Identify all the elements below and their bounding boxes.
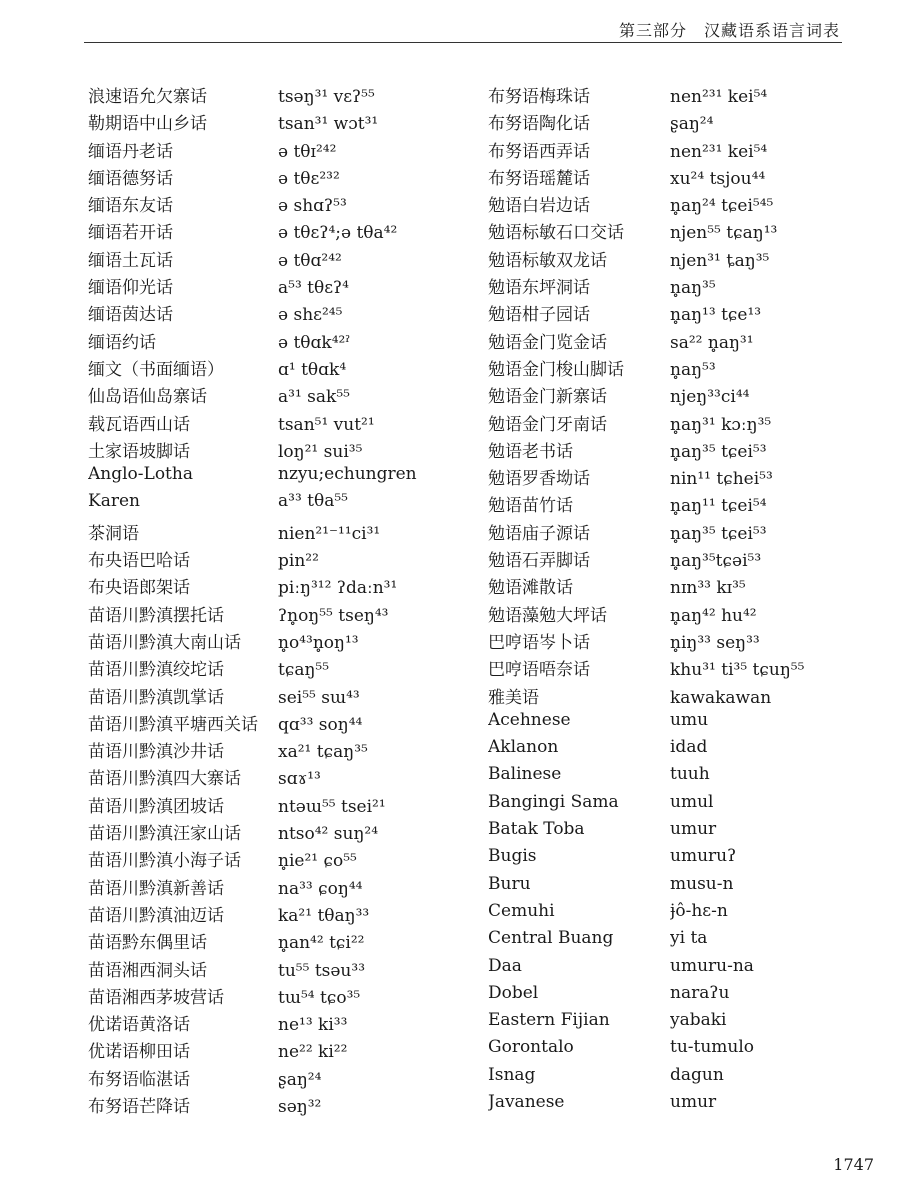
entry-row bbox=[488, 710, 848, 737]
entry-row bbox=[88, 382, 478, 409]
language-name: 苗语川黔滇油迈话 bbox=[88, 905, 224, 926]
entry-row bbox=[88, 410, 478, 437]
entry-row bbox=[488, 1065, 848, 1092]
entry-row bbox=[488, 764, 848, 791]
language-name: Acehnese bbox=[488, 709, 571, 730]
word-form: yi ta bbox=[670, 928, 708, 949]
language-name: 缅语德努话 bbox=[88, 168, 173, 189]
entry-row bbox=[488, 983, 848, 1010]
word-form: tɕaŋ⁵⁵ bbox=[278, 660, 330, 681]
language-name: 勉语白岩边话 bbox=[488, 196, 590, 217]
left-column bbox=[88, 82, 478, 1119]
entry-row bbox=[88, 82, 478, 109]
word-form: tu⁵⁵ tsəu³³ bbox=[278, 960, 366, 981]
entry-row bbox=[488, 218, 848, 245]
entry-row bbox=[488, 137, 848, 164]
language-name: 勉语柑子园话 bbox=[488, 305, 590, 326]
entry-row bbox=[488, 819, 848, 846]
word-form: umul bbox=[670, 791, 714, 812]
entry-row bbox=[88, 846, 478, 873]
entry-row bbox=[488, 355, 848, 382]
language-name: 勉语金门梭山脚话 bbox=[488, 359, 624, 380]
language-name: 缅语若开话 bbox=[88, 223, 173, 244]
language-name: Buru bbox=[488, 873, 531, 894]
word-form: qɑ³³ soŋ⁴⁴ bbox=[278, 714, 363, 735]
entry-row bbox=[488, 1092, 848, 1119]
language-name: Balinese bbox=[488, 764, 562, 785]
language-name: 勉语藻勉大坪话 bbox=[488, 605, 607, 626]
entry-row bbox=[488, 246, 848, 273]
word-form: musu-n bbox=[670, 873, 734, 894]
entry-row bbox=[488, 82, 848, 109]
language-name: 土家语坡脚话 bbox=[88, 441, 190, 462]
entry-row bbox=[488, 464, 848, 491]
entry-row bbox=[488, 191, 848, 218]
word-form: ka²¹ tθaŋ³³ bbox=[278, 905, 370, 926]
language-name: 布努语临湛话 bbox=[88, 1069, 190, 1090]
language-name: Gorontalo bbox=[488, 1037, 574, 1058]
word-form: loŋ²¹ sui³⁵ bbox=[278, 441, 363, 462]
entry-row bbox=[488, 109, 848, 136]
word-form: tɯ⁵⁴ tɕo³⁵ bbox=[278, 987, 361, 1008]
word-form: khu³¹ ti³⁵ tɕuŋ⁵⁵ bbox=[670, 660, 805, 681]
entry-row bbox=[88, 437, 478, 464]
language-name: Eastern Fijian bbox=[488, 1010, 610, 1031]
entry-row bbox=[488, 382, 848, 409]
entry-row bbox=[88, 655, 478, 682]
word-form: ə tθɪ²⁴² bbox=[278, 141, 337, 162]
entry-row bbox=[488, 519, 848, 546]
running-header: 第三部分 汉藏语系语言词表 bbox=[618, 21, 840, 40]
word-form: a³³ tθa⁵⁵ bbox=[278, 491, 349, 512]
word-form: tsan³¹ wɔt³¹ bbox=[278, 114, 379, 135]
entry-row bbox=[488, 273, 848, 300]
entry-row bbox=[488, 956, 848, 983]
language-name: 缅语约话 bbox=[88, 332, 156, 353]
entry-row bbox=[88, 1010, 478, 1037]
word-form: n̥aŋ⁴² hu⁴² bbox=[670, 605, 757, 626]
word-form: nzyu;echungren bbox=[278, 464, 417, 485]
word-form: xa²¹ tɕaŋ³⁵ bbox=[278, 742, 368, 763]
language-name: Aklanon bbox=[488, 737, 559, 758]
language-name: 巴哼语唔奈话 bbox=[488, 660, 590, 681]
language-name: 缅语仰光话 bbox=[88, 278, 173, 299]
language-name: Dobel bbox=[488, 982, 539, 1003]
word-form: umu bbox=[670, 709, 709, 730]
word-form: ə shɛ²⁴⁵ bbox=[278, 305, 343, 326]
word-form: dagun bbox=[670, 1064, 724, 1085]
entry-row bbox=[488, 300, 848, 327]
entry-row bbox=[88, 874, 478, 901]
entry-row bbox=[88, 546, 478, 573]
header-rule bbox=[84, 42, 842, 43]
language-name: 勉语金门牙南话 bbox=[488, 414, 607, 435]
word-form: n̥aŋ³⁵tɕəi⁵³ bbox=[670, 551, 762, 572]
word-form: ne¹³ ki³³ bbox=[278, 1015, 348, 1036]
entry-row bbox=[88, 273, 478, 300]
language-name: 勉语标敏双龙话 bbox=[488, 250, 607, 271]
language-name: 苗语川黔滇平塘西关话 bbox=[88, 714, 258, 735]
language-name: 载瓦语西山话 bbox=[88, 414, 190, 435]
language-name: Isnag bbox=[488, 1064, 536, 1085]
language-name: 勉语滩散话 bbox=[488, 578, 573, 599]
word-form: tsəŋ³¹ vɛʔ⁵⁵ bbox=[278, 87, 375, 107]
language-name: 茶洞语 bbox=[88, 523, 139, 544]
word-form: xu²⁴ tsjou⁴⁴ bbox=[670, 168, 766, 189]
language-name: 缅语东友话 bbox=[88, 196, 173, 217]
entry-row bbox=[88, 764, 478, 791]
word-form: idad bbox=[670, 737, 708, 758]
word-form: pin²² bbox=[278, 551, 319, 572]
entry-row bbox=[88, 191, 478, 218]
entry-row bbox=[488, 901, 848, 928]
entry-row bbox=[88, 1092, 478, 1119]
word-form: ʂaŋ²⁴ bbox=[670, 114, 714, 135]
word-form: ə tθɑ²⁴² bbox=[278, 250, 342, 271]
language-name: 勉语金门新寨话 bbox=[488, 387, 607, 408]
right-column bbox=[488, 82, 848, 1119]
language-name: 布努语西弄话 bbox=[488, 141, 590, 162]
word-form: sɑɤ¹³ bbox=[278, 769, 321, 790]
language-name: 勉语罗香坳话 bbox=[488, 469, 590, 490]
word-form: ntso⁴² suŋ²⁴ bbox=[278, 824, 379, 845]
entry-row bbox=[488, 546, 848, 573]
entry-row bbox=[88, 901, 478, 928]
word-form: a⁵³ tθɛʔ⁴ bbox=[278, 278, 349, 299]
entry-row bbox=[88, 328, 478, 355]
entry-row bbox=[488, 573, 848, 600]
word-form: n̥aŋ³⁵ tɕei⁵³ bbox=[670, 523, 767, 544]
language-name: 缅文（书面缅语） bbox=[88, 359, 224, 380]
entry-row bbox=[488, 437, 848, 464]
word-form: umuruʔ bbox=[670, 846, 737, 867]
entry-row bbox=[88, 792, 478, 819]
entry-row bbox=[88, 573, 478, 600]
word-form: tu-tumulo bbox=[670, 1037, 755, 1058]
entry-row bbox=[88, 956, 478, 983]
entry-row bbox=[488, 1037, 848, 1064]
word-form: tsan⁵¹ vut²¹ bbox=[278, 414, 375, 435]
language-name: 雅美语 bbox=[488, 687, 539, 708]
language-name: Central Buang bbox=[488, 928, 614, 949]
language-name: 苗语川黔滇小海子话 bbox=[88, 851, 241, 872]
word-form: nien²¹⁻¹¹ci³¹ bbox=[278, 523, 381, 544]
language-name: 苗语川黔滇摆托话 bbox=[88, 605, 224, 626]
language-name: 布央语巴哈话 bbox=[88, 551, 190, 572]
entry-row bbox=[88, 109, 478, 136]
language-name: 缅语茵达话 bbox=[88, 305, 173, 326]
language-name: 缅语丹老话 bbox=[88, 141, 173, 162]
entry-row bbox=[88, 737, 478, 764]
word-form: ə tθɛ²³² bbox=[278, 168, 340, 189]
language-name: 勉语标敏石口交话 bbox=[488, 223, 624, 244]
language-name: 苗语川黔滇沙井话 bbox=[88, 742, 224, 763]
language-name: 苗语川黔滇大南山话 bbox=[88, 632, 241, 653]
word-form: ʔn̥oŋ⁵⁵ tseŋ⁴³ bbox=[278, 605, 389, 626]
word-form: sa²² n̥aŋ³¹ bbox=[670, 332, 754, 353]
word-form: ʂaŋ²⁴ bbox=[278, 1069, 322, 1090]
entry-row bbox=[88, 164, 478, 191]
entry-row bbox=[88, 928, 478, 955]
language-name: 缅语土瓦话 bbox=[88, 250, 173, 271]
language-name: Karen bbox=[88, 491, 140, 512]
word-form: ɉô-hɛ-n bbox=[670, 900, 728, 921]
word-form: umur bbox=[670, 1091, 717, 1112]
entry-row bbox=[88, 628, 478, 655]
entry-row bbox=[488, 655, 848, 682]
entry-row bbox=[488, 628, 848, 655]
language-name: Cemuhi bbox=[488, 900, 555, 921]
entry-row bbox=[88, 300, 478, 327]
entry-row bbox=[88, 491, 478, 518]
entry-row bbox=[88, 246, 478, 273]
word-form: ɑ¹ tθɑk⁴ bbox=[278, 359, 347, 380]
entry-row bbox=[88, 1065, 478, 1092]
word-form: n̥aŋ¹¹ tɕei⁵⁴ bbox=[670, 496, 767, 517]
word-form: n̥aŋ²⁴ tɕei⁵⁴⁵ bbox=[670, 196, 774, 217]
language-name: 苗语川黔滇新善话 bbox=[88, 878, 224, 899]
language-name: Bugis bbox=[488, 846, 537, 867]
entry-row bbox=[88, 1037, 478, 1064]
entry-row bbox=[488, 491, 848, 518]
language-name: 布努语梅珠话 bbox=[488, 87, 590, 107]
word-form: ə shɑʔ⁵³ bbox=[278, 196, 347, 217]
word-form: umuru-na bbox=[670, 955, 754, 976]
word-form: n̥an⁴² tɕi²² bbox=[278, 933, 365, 954]
language-name: 勉语庙子源话 bbox=[488, 523, 590, 544]
language-name: Javanese bbox=[488, 1091, 565, 1112]
word-form: sei⁵⁵ sɯ⁴³ bbox=[278, 687, 360, 708]
word-form: ə tθɑk⁴²ˀ bbox=[278, 332, 351, 353]
word-form: na³³ ɕoŋ⁴⁴ bbox=[278, 878, 363, 899]
entry-row bbox=[488, 683, 848, 710]
word-form: n̥iŋ³³ seŋ³³ bbox=[670, 632, 760, 653]
language-name: 勉语金门览金话 bbox=[488, 332, 607, 353]
entry-row bbox=[488, 928, 848, 955]
entry-row bbox=[88, 710, 478, 737]
page-number: 1747 bbox=[833, 1155, 874, 1174]
word-form: naraʔu bbox=[670, 982, 730, 1003]
entry-row bbox=[88, 819, 478, 846]
language-name: 布央语郎架话 bbox=[88, 578, 190, 599]
word-form: kawakawan bbox=[670, 687, 772, 708]
word-form: nen²³¹ kei⁵⁴ bbox=[670, 87, 768, 107]
language-name: 勉语石弄脚话 bbox=[488, 551, 590, 572]
word-form: nen²³¹ kei⁵⁴ bbox=[670, 141, 768, 162]
entry-row bbox=[88, 355, 478, 382]
entry-row bbox=[488, 737, 848, 764]
language-name: 布努语陶化话 bbox=[488, 114, 590, 135]
language-name: 苗语川黔滇四大寨话 bbox=[88, 769, 241, 790]
language-name: 勉语老书话 bbox=[488, 441, 573, 462]
language-name: Bangingi Sama bbox=[488, 791, 619, 812]
language-name: Batak Toba bbox=[488, 819, 585, 840]
language-name: 勉语东坪洞话 bbox=[488, 278, 590, 299]
entry-row bbox=[488, 792, 848, 819]
entry-row bbox=[88, 464, 478, 491]
language-name: 布努语芒降话 bbox=[88, 1096, 190, 1117]
word-form: ne²² ki²² bbox=[278, 1042, 348, 1063]
word-form: nin¹¹ tɕhei⁵³ bbox=[670, 469, 773, 490]
entry-row bbox=[488, 601, 848, 628]
entry-row bbox=[488, 410, 848, 437]
word-form: n̥aŋ¹³ tɕe¹³ bbox=[670, 305, 762, 326]
entry-row bbox=[488, 846, 848, 873]
entry-row bbox=[488, 1010, 848, 1037]
entry-row bbox=[88, 519, 478, 546]
language-name: Anglo-Lotha bbox=[88, 464, 193, 485]
language-name: 苗语湘西洞头话 bbox=[88, 960, 207, 981]
word-form: n̥aŋ³⁵ tɕei⁵³ bbox=[670, 441, 767, 462]
word-form: n̥ie²¹ ɕo⁵⁵ bbox=[278, 851, 357, 872]
entry-row bbox=[88, 601, 478, 628]
language-name: 苗语川黔滇凯掌话 bbox=[88, 687, 224, 708]
word-form: ə tθɛʔ⁴;ə tθa⁴² bbox=[278, 223, 398, 244]
word-form: piːŋ³¹² ʔdaːn³¹ bbox=[278, 578, 398, 599]
word-form: n̥aŋ³¹ kɔːŋ³⁵ bbox=[670, 414, 772, 435]
language-name: 优诺语黄洛话 bbox=[88, 1015, 190, 1036]
word-form: njen³¹ ȶaŋ³⁵ bbox=[670, 250, 770, 271]
word-form: səŋ³² bbox=[278, 1096, 322, 1117]
language-name: Daa bbox=[488, 955, 522, 976]
language-name: 浪速语允欠寨话 bbox=[88, 87, 207, 107]
language-name: 苗语川黔滇绞坨话 bbox=[88, 660, 224, 681]
entry-row bbox=[88, 218, 478, 245]
word-form: nɪn³³ kɪ³⁵ bbox=[670, 578, 746, 599]
language-name: 巴哼语岑卜话 bbox=[488, 632, 590, 653]
language-name: 苗语湘西茅坡营话 bbox=[88, 987, 224, 1008]
language-name: 优诺语柳田话 bbox=[88, 1042, 190, 1063]
word-form: tuuh bbox=[670, 764, 710, 785]
word-form: ntəɯ⁵⁵ tsei²¹ bbox=[278, 796, 386, 817]
entry-row bbox=[488, 328, 848, 355]
language-name: 布努语瑶麓话 bbox=[488, 168, 590, 189]
word-form: n̥aŋ⁵³ bbox=[670, 359, 716, 380]
language-name: 勉语苗竹话 bbox=[488, 496, 573, 517]
entry-row bbox=[88, 137, 478, 164]
language-name: 苗语川黔滇团坡话 bbox=[88, 796, 224, 817]
language-name: 苗语黔东偶里话 bbox=[88, 933, 207, 954]
word-form: njen⁵⁵ tɕaŋ¹³ bbox=[670, 223, 778, 244]
word-form: n̥o⁴³n̥oŋ¹³ bbox=[278, 632, 359, 653]
entry-row bbox=[88, 983, 478, 1010]
entry-row bbox=[488, 874, 848, 901]
entry-row bbox=[488, 164, 848, 191]
language-name: 苗语川黔滇汪家山话 bbox=[88, 824, 241, 845]
word-form: yabaki bbox=[670, 1010, 727, 1031]
word-form: umur bbox=[670, 819, 717, 840]
word-form: n̥aŋ³⁵ bbox=[670, 278, 716, 299]
language-name: 勒期语中山乡话 bbox=[88, 114, 207, 135]
word-form: a³¹ sak⁵⁵ bbox=[278, 387, 350, 408]
word-form: njeŋ³³ci⁴⁴ bbox=[670, 387, 750, 408]
entry-row bbox=[88, 683, 478, 710]
language-name: 仙岛语仙岛寨话 bbox=[88, 387, 207, 408]
